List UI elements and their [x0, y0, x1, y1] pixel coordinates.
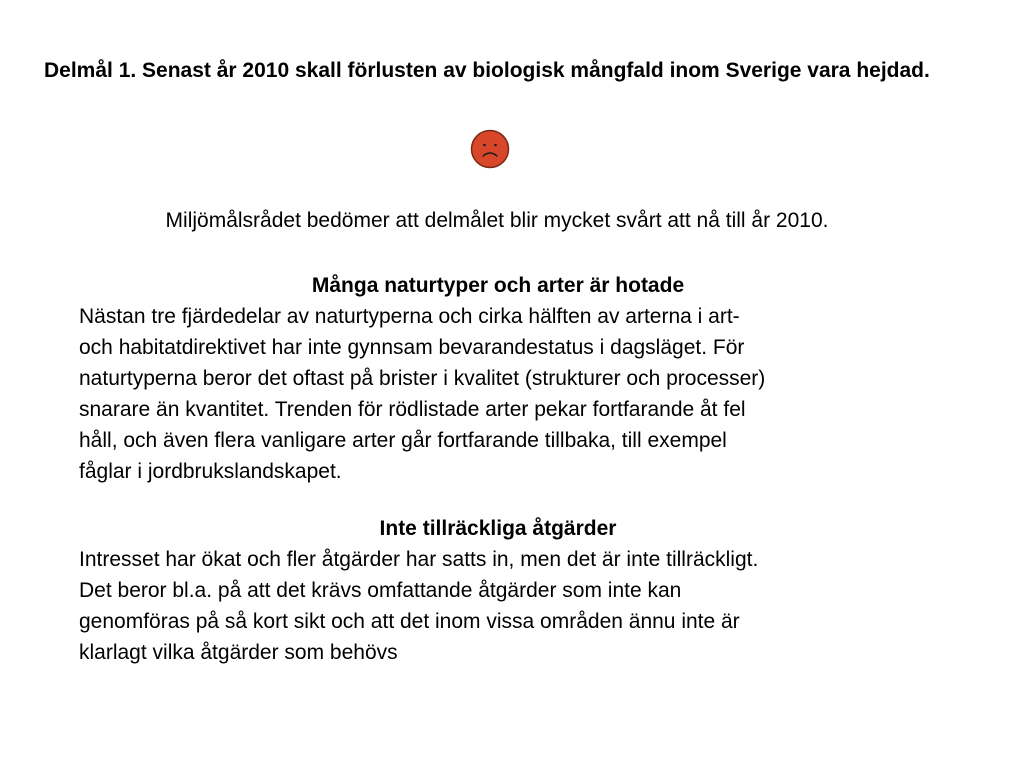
assessment-text: Miljömålsrådet bedömer att delmålet blir mycket svårt att nå till år 2010. [165, 209, 829, 232]
section-heading: Många naturtyper och arter är hotade [311, 274, 685, 297]
section-threatened [79, 270, 929, 487]
section-body: Nästan tre fjärdedelar av naturtyperna och cirka hälften av arterna i art- och habitatdirektivet har inte gynnsam bevarandestatus i dagsläget. För naturtyperna beror det oftast på brister i kvalitet (strukturer och processer) snarare än kvantitet. Trenden för rödlistade arter pekar fortfarande åt fel håll, och även flera vanligare arter går fortfarande tillbaka, till exempel fåglar i jordbrukslandskapet. [79, 305, 766, 483]
slide-title: Delmål 1. Senast år 2010 skall förlusten av biologisk mångfald inom Sverige vara hejdad. [44, 59, 930, 82]
section-measures [79, 513, 929, 668]
section-heading: Inte tillräckliga åtgärder [379, 517, 617, 540]
sad-face-icon [470, 129, 510, 169]
section-body: Intresset har ökat och fler åtgärder har satts in, men det är inte tillräckligt. Det beror bl.a. på att det krävs omfattande åtgärder som inte kan genomföras på så kort sikt och att det inom vissa områden ännu inte är klarlagt vilka åtgärder som behövs [79, 548, 759, 664]
